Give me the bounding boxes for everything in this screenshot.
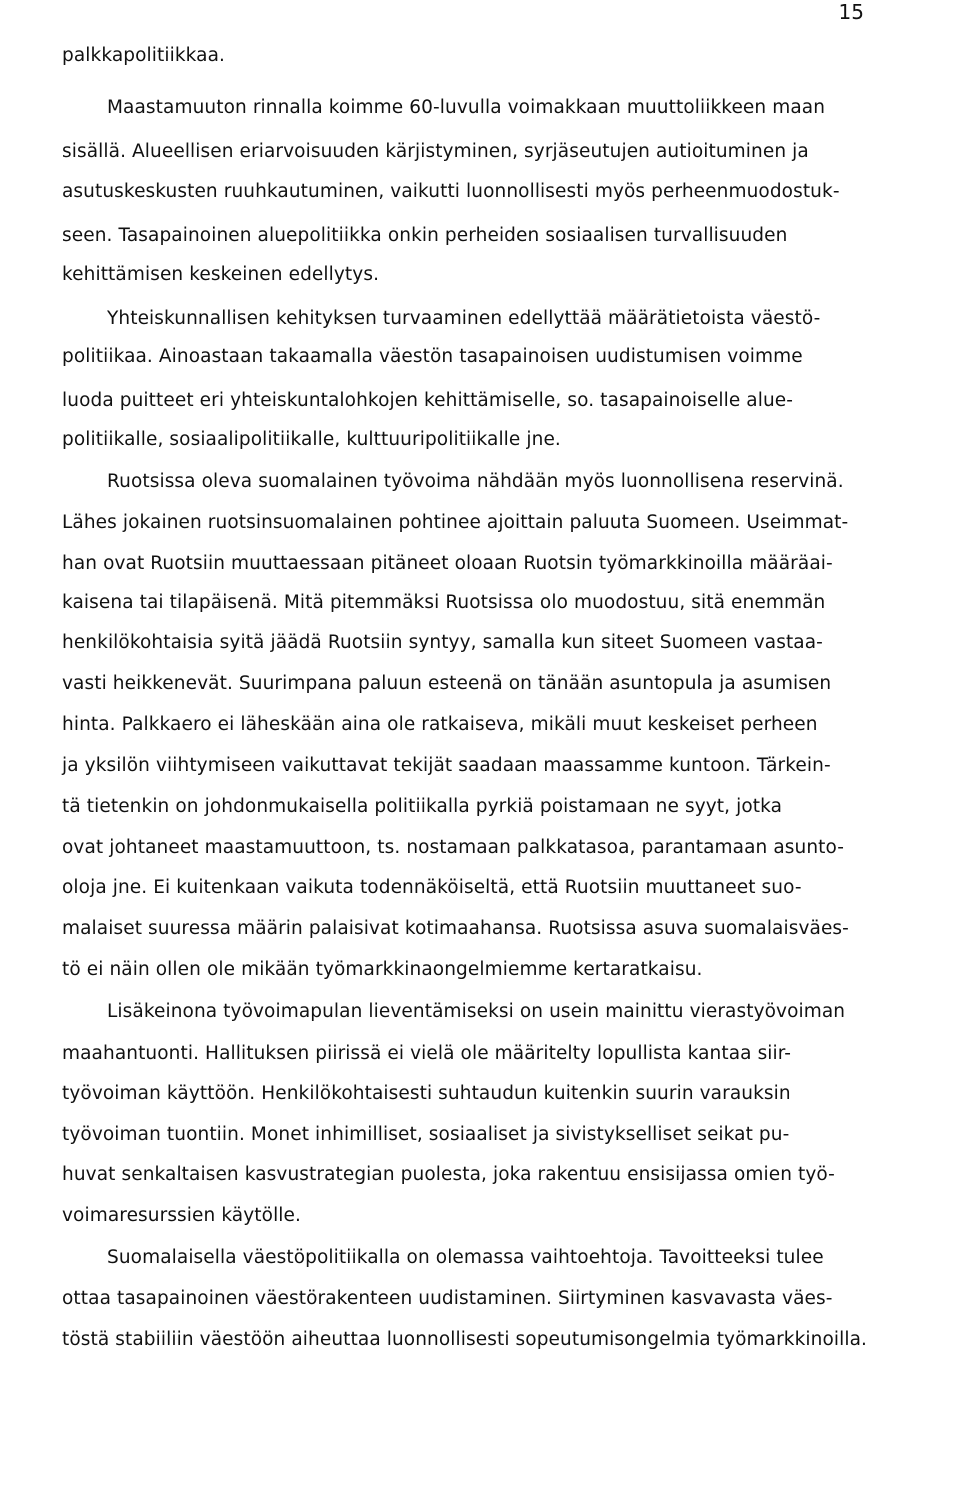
text-line: sisällä. Alueellisen eriarvoisuuden kärjistyminen, syrjäseutujen autioituminen ja — [62, 141, 809, 162]
text-line: seen. Tasapainoinen aluepolitiikka onkin perheiden sosiaalisen turvallisuuden — [62, 225, 788, 246]
text-line: töstä stabiiliin väestöön aiheuttaa luonnollisesti sopeutumisongelmia työmarkkinoilla. — [62, 1329, 868, 1350]
text-line: Maastamuuton rinnalla koimme 60-luvulla voimakkaan muuttoliikkeen maan — [107, 97, 826, 118]
text-line: Ruotsissa oleva suomalainen työvoima nähdään myös luonnollisena reservinä. — [107, 471, 844, 492]
text-line: ottaa tasapainoinen väestörakenteen uudistaminen. Siirtyminen kasvavasta väes- — [62, 1288, 833, 1309]
text-line: työvoiman käyttöön. Henkilökohtaisesti suhtaudun kuitenkin suurin varauksin — [62, 1083, 791, 1104]
text-line: tä tietenkin on johdonmukaisella politiikalla pyrkiä poistamaan ne syyt, jotka — [62, 796, 783, 817]
text-line: vasti heikkenevät. Suurimpana paluun esteenä on tänään asuntopula ja asumisen — [62, 673, 832, 694]
text-line: maahantuonti. Hallituksen piirissä ei vielä ole määritelty lopullista kantaa siir- — [62, 1043, 792, 1064]
text-line: palkkapolitiikkaa. — [62, 45, 225, 66]
text-line: Lähes jokainen ruotsinsuomalainen pohtinee ajoittain paluuta Suomeen. Useimmat- — [62, 512, 849, 533]
text-line: politiikalle, sosiaalipolitiikalle, kulttuuripolitiikalle jne. — [62, 429, 561, 450]
text-line: ja yksilön viihtymiseen vaikuttavat tekijät saadaan maassamme kuntoon. Tärkein- — [62, 755, 831, 776]
text-line: työvoiman tuontiin. Monet inhimilliset, sosiaaliset ja sivistykselliset seikat pu- — [62, 1124, 790, 1145]
text-line: tö ei näin ollen ole mikään työmarkkinaongelmiemme kertaratkaisu. — [62, 959, 703, 980]
text-line: han ovat Ruotsiin muuttaessaan pitäneet oloaan Ruotsin työmarkkinoilla määräai- — [62, 553, 833, 574]
text-line: kaisena tai tilapäisenä. Mitä pitemmäksi Ruotsissa olo muodostuu, sitä enemmän — [62, 592, 826, 613]
text-line: Yhteiskunnallisen kehityksen turvaaminen edellyttää määrätietoista väestö- — [107, 308, 821, 329]
text-line: malaiset suuressa määrin palaisivat kotimaahansa. Ruotsissa asuva suomalaisväes- — [62, 918, 849, 939]
text-line: huvat senkaltaisen kasvustrategian puolesta, joka rakentuu ensisijassa omien työ- — [62, 1164, 835, 1185]
text-line: politiikaa. Ainoastaan takaamalla väestön tasapainoisen uudistumisen voimme — [62, 346, 803, 367]
text-line: hinta. Palkkaero ei läheskään aina ole ratkaiseva, mikäli muut keskeiset perheen — [62, 714, 818, 735]
text-line: asutuskeskusten ruuhkautuminen, vaikutti luonnollisesti myös perheenmuodostuk- — [62, 181, 840, 202]
text-line: oloja jne. Ei kuitenkaan vaikuta todennäköiseltä, että Ruotsiin muuttaneet suo- — [62, 877, 802, 898]
text-line: Suomalaisella väestöpolitiikalla on olemassa vaihtoehtoja. Tavoitteeksi tulee — [107, 1247, 824, 1268]
page-number: 15 — [838, 0, 864, 24]
text-line: luoda puitteet eri yhteiskuntalohkojen kehittämiselle, so. tasapainoiselle alue- — [62, 390, 794, 411]
text-line: voimaresurssien käytölle. — [62, 1205, 302, 1226]
text-line: kehittämisen keskeinen edellytys. — [62, 264, 380, 285]
text-line: ovat johtaneet maastamuuttoon, ts. nostamaan palkkatasoa, parantamaan asunto- — [62, 837, 845, 858]
text-line: henkilökohtaisia syitä jäädä Ruotsiin syntyy, samalla kun siteet Suomeen vastaa- — [62, 632, 823, 653]
text-line: Lisäkeinona työvoimapulan lieventämiseksi on usein mainittu vierastyövoiman — [107, 1001, 846, 1022]
